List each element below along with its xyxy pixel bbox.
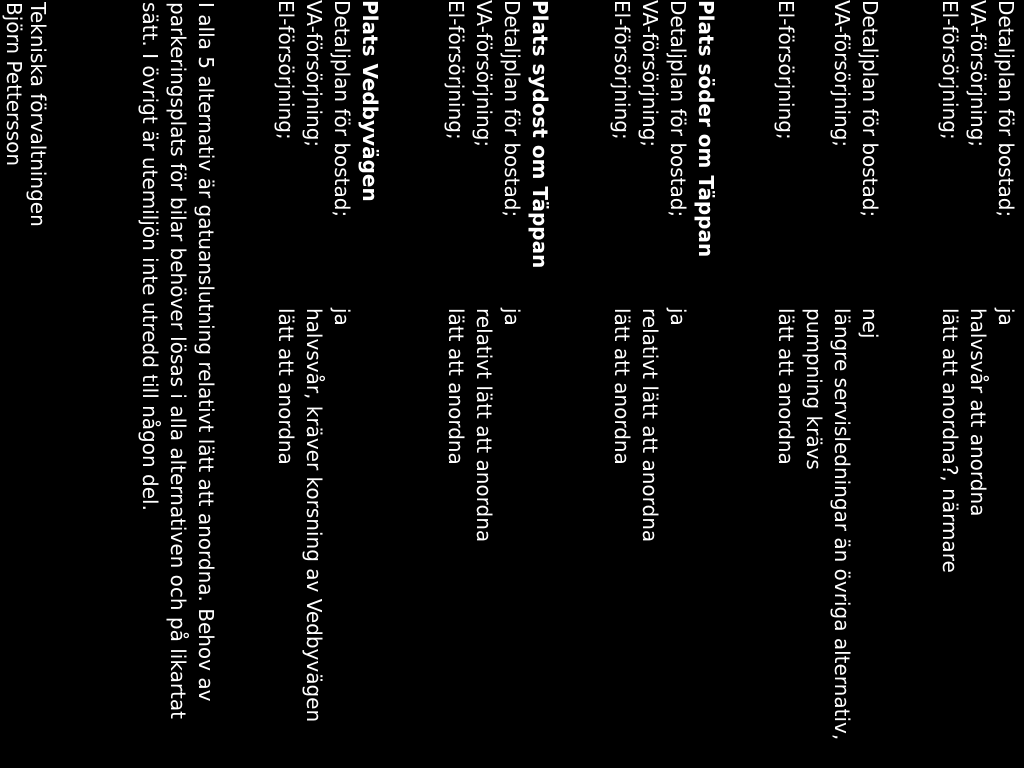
row-key: El-försörjning;	[938, 0, 962, 140]
row-value: relativt lätt att anordna	[638, 308, 662, 543]
row-key: Detaljplan för bostad;	[330, 0, 354, 218]
row-key: VA-försörjning;	[472, 0, 496, 148]
row-value: ja	[500, 308, 524, 326]
row-value: lätt att anordna?, närmare	[938, 308, 962, 573]
row-value: lätt att anordna	[274, 308, 298, 465]
row-value: längre servisledningar än övriga alternativ, pumpning krävs	[802, 308, 854, 741]
summary-paragraph: I alla 5 alternativ är gatuanslutning relativt lätt att anordna. Behov av parkeringsplats för bilar behöver lösas i alla alternativen och på likartat sätt. I övrigt är utemiljön inte utredd till någon del.	[138, 2, 218, 719]
row-value: halvsvår, kräver korsning av Vedbyvägen	[302, 308, 326, 723]
row-key: El-försörjning;	[444, 0, 468, 140]
row-value: lätt att anordna	[774, 308, 798, 465]
row-value: halvsvår att anordna	[966, 308, 990, 517]
signature-name: Björn Pettersson	[2, 2, 26, 167]
section-heading: Plats Vedbyvägen	[358, 0, 382, 202]
row-value: nej	[858, 308, 882, 339]
row-key: El-försörjning;	[610, 0, 634, 140]
row-key: El-försörjning;	[774, 0, 798, 140]
section-heading: Plats sydost om Täppan	[528, 0, 552, 269]
row-key: VA-försörjning;	[638, 0, 662, 148]
row-key: Detaljplan för bostad;	[858, 0, 882, 218]
section-heading: Plats söder om Täppan	[694, 0, 718, 258]
row-value: ja	[994, 308, 1018, 326]
row-key: Detaljplan för bostad;	[666, 0, 690, 218]
row-value: ja	[330, 308, 354, 326]
row-key: Detaljplan för bostad;	[500, 0, 524, 218]
row-key: Detaljplan för bostad;	[994, 0, 1018, 218]
row-key: VA-försörjning;	[830, 0, 854, 148]
row-key: VA-försörjning;	[966, 0, 990, 148]
row-value: ja	[666, 308, 690, 326]
signature-department: Tekniska förvaltningen	[26, 2, 50, 227]
row-key: VA-försörjning;	[302, 0, 326, 148]
row-key: El-försörjning;	[274, 0, 298, 140]
row-value: relativt lätt att anordna	[472, 308, 496, 543]
row-value: lätt att anordna	[444, 308, 468, 465]
row-value: lätt att anordna	[610, 308, 634, 465]
